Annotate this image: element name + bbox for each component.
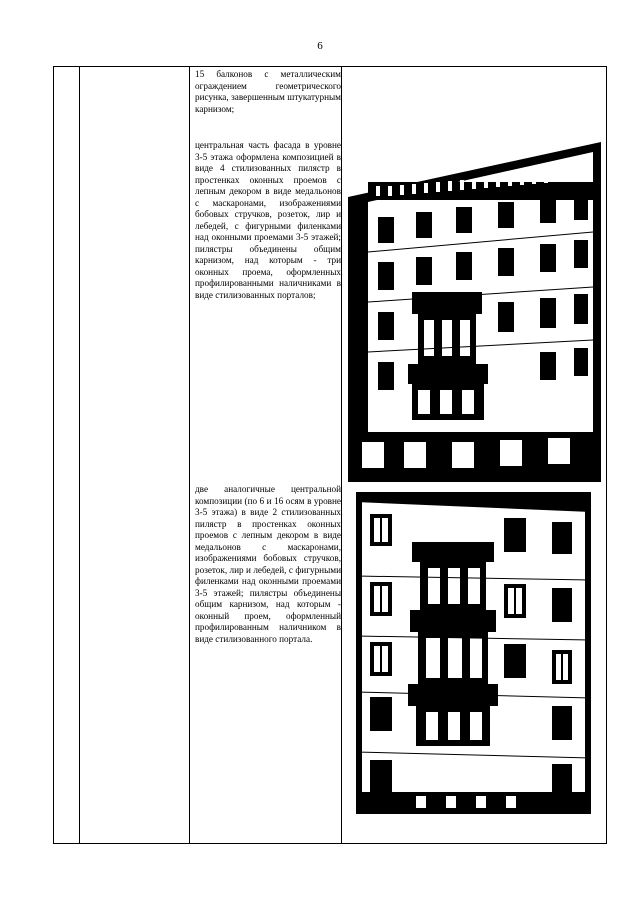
description-intro — [195, 69, 341, 115]
table-right-border — [606, 66, 607, 844]
table-bottom-border — [53, 843, 607, 844]
description-central — [195, 140, 341, 301]
intro-text: 15 балконов с металлическим ограждением геометрического рисунка, завершенным штукатурным карнизом; — [195, 69, 341, 114]
table-top-border — [53, 66, 607, 67]
document-table — [53, 66, 607, 844]
table-left-border — [53, 66, 54, 844]
description-axes — [195, 484, 341, 645]
central-text: центральная часть фасада в уровне 3-5 этажа оформлена композицией в виде 4 стилизованных пилястр в простенках оконных проемов с лепным декором в виде медальонов с маскаронами, изображениями бобовых стручков, розеток, лир и лебедей, с фигурными филенками над оконными проемами 3-5 этажей; пилястры объединены общим карнизом, над которым - три оконных проема, оформленных профилированными наличниками в виде стилизованных порталов; — [195, 140, 341, 300]
column-divider-2 — [189, 66, 190, 844]
column-divider-3 — [341, 66, 342, 844]
axes-text: две аналогичные центральной композиции (по 6 и 16 осям в уровне 3-5 этажа) в виде 2 стилизованных пилястр в простенках оконных проемов с лепным декором в виде медальонов с маскаронами, изображениями бобовых стручков, розеток, лир и лебедей, с фигурными филенками над оконными проемами 3-5 этажей; пилястры объединены общим карнизом, над которым - оконный проем, оформленный профилированным наличником в виде стилизованного портала. — [195, 484, 341, 644]
facade-photo-axes — [356, 492, 591, 814]
column-divider-1 — [79, 66, 80, 844]
page-number: 6 — [317, 40, 323, 52]
facade-photo-central — [348, 142, 601, 482]
